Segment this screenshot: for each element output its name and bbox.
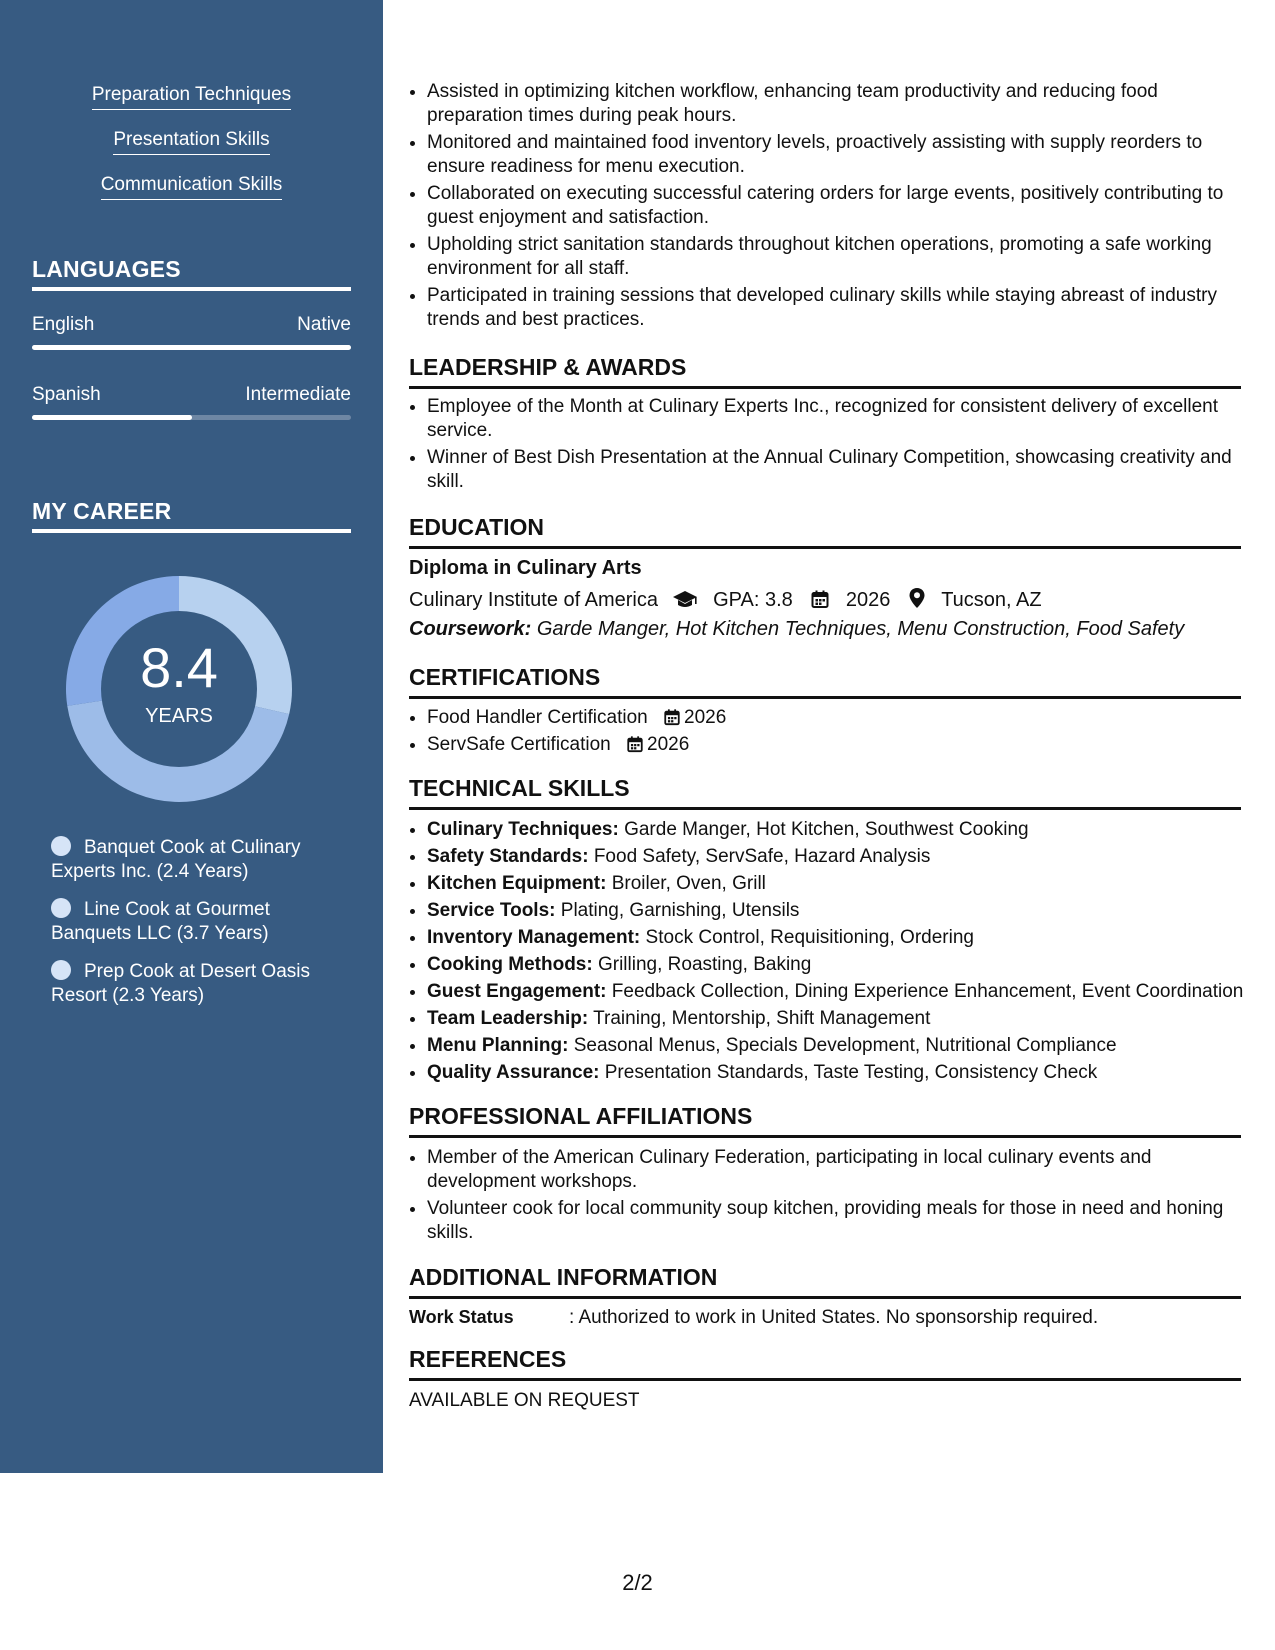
experience-bullet: • Monitored and maintained food inventory levels, proactively assisting with supply reorders to ensure readiness for menu execution. [427,131,1259,179]
work-status-row [409,1307,1098,1329]
affiliations-heading: PROFESSIONAL AFFILIATIONS [409,1103,1241,1138]
skill-item [427,980,1259,1004]
certification-name: ServSafe Certification [427,734,611,755]
skill-label: Cooking Methods: [427,954,593,975]
career-donut-chart [66,576,292,802]
award-item: • Employee of the Month at Culinary Experts Inc., recognized for consistent delivery of excellent service. [427,395,1259,443]
skill-item [427,899,1259,923]
career-item-label: Prep Cook at Desert Oasis Resort (2.3 Years) [51,961,310,1006]
leadership-heading: LEADERSHIP & AWARDS [409,354,1241,389]
skill-label: Menu Planning: [427,1035,569,1056]
skill-label: Kitchen Equipment: [427,873,607,894]
skill-label: Service Tools: [427,900,556,921]
language-row-english [32,314,351,336]
career-list [51,836,351,1022]
skill-value: Grilling, Roasting, Baking [597,954,812,975]
skill-item [427,1007,1259,1031]
skill-link[interactable]: Presentation Skills [113,129,269,155]
language-bar-spanish [32,415,351,420]
career-unit: YEARS [145,705,213,727]
skill-link[interactable]: Communication Skills [101,174,283,200]
skill-label: Guest Engagement: [427,981,607,1002]
circle-bullet-icon [51,836,71,856]
location-pin-icon [908,587,926,609]
skill-value: Stock Control, Requisitioning, Ordering [645,927,974,948]
circle-bullet-icon [51,898,71,918]
technical-skills-heading: TECHNICAL SKILLS [409,775,1241,810]
skill-label: Culinary Techniques: [427,819,619,840]
work-status-label: Work Status [409,1307,514,1327]
calendar-icon [626,735,644,753]
page-number: 2/2 [622,1570,653,1595]
skill-value: Feedback Collection, Dining Experience Enhancement, Event Coordination [611,981,1244,1002]
experience-bullet: • Assisted in optimizing kitchen workflow, enhancing team productivity and reducing food preparation times during peak hours. [427,80,1259,128]
skill-value: Seasonal Menus, Specials Development, Nutritional Compliance [573,1035,1117,1056]
certification-item [427,706,1259,730]
skill-value: Garde Manger, Hot Kitchen, Southwest Cooking [624,819,1029,840]
coursework-label: Coursework: [409,618,532,640]
skill-label: Inventory Management: [427,927,641,948]
career-item [51,836,351,884]
experience-bullet: • Collaborated on executing successful catering orders for large events, positively contributing to guest enjoyment and satisfaction. [427,182,1259,230]
skill-value: Broiler, Oven, Grill [611,873,766,894]
career-heading: MY CAREER [32,498,351,533]
skill-item [427,818,1259,842]
certification-item [427,733,1259,757]
skill-value: Plating, Garnishing, Utensils [560,900,800,921]
graduation-cap-icon [672,589,698,609]
degree-title: Diploma in Culinary Arts [409,557,642,579]
language-name: English [32,314,95,335]
language-level: Intermediate [245,384,351,405]
gpa: GPA: 3.8 [713,589,793,611]
career-total: 8.4 [140,636,218,699]
skills-list [0,84,383,219]
skill-item [427,845,1259,869]
career-item-label: Banquet Cook at Culinary Experts Inc. (2.4 Years) [51,837,301,882]
skill-label: Safety Standards: [427,846,589,867]
certifications-heading: CERTIFICATIONS [409,664,1241,699]
sidebar [0,0,383,1473]
leadership-list [409,395,1259,497]
calendar-icon [663,708,681,726]
certification-year: 2026 [684,707,727,728]
school-name: Culinary Institute of America [409,589,658,611]
skill-item [427,926,1259,950]
experience-bullet: • Upholding strict sanitation standards throughout kitchen operations, promoting a safe working environment for all staff. [427,233,1259,281]
circle-bullet-icon [51,960,71,980]
career-item-label: Line Cook at Gourmet Banquets LLC (3.7 Years) [51,899,270,944]
coursework [409,618,1184,641]
career-item [51,898,351,946]
affiliation-item: • Volunteer cook for local community soup kitchen, providing meals for those in need and honing skills. [427,1197,1259,1245]
education-details [409,587,1042,612]
skill-item [427,872,1259,896]
languages-heading: LANGUAGES [32,256,351,291]
references-heading: REFERENCES [409,1346,1241,1381]
experience-bullets [409,80,1259,335]
skill-item [427,1061,1259,1085]
calendar-icon [810,589,830,609]
additional-info-heading: ADDITIONAL INFORMATION [409,1264,1241,1299]
language-level: Native [297,314,351,335]
education-location: Tucson, AZ [941,589,1042,611]
work-status-value: : Authorized to work in United States. No sponsorship required. [569,1307,1099,1328]
skill-value: Training, Mentorship, Shift Management [593,1008,931,1029]
references-text: AVAILABLE ON REQUEST [409,1390,640,1411]
certification-year: 2026 [647,734,690,755]
experience-bullet: • Participated in training sessions that developed culinary skills while staying abreast of industry trends and best practices. [427,284,1259,332]
technical-skills-list [409,818,1259,1088]
skill-value: Food Safety, ServSafe, Hazard Analysis [593,846,931,867]
skill-label: Team Leadership: [427,1008,589,1029]
skill-item [427,953,1259,977]
skill-item [427,1034,1259,1058]
language-name: Spanish [32,384,101,405]
language-bar-english [32,345,351,350]
language-bar-fill [32,415,192,420]
affiliation-item: • Member of the American Culinary Federation, participating in local culinary events and development workshops. [427,1146,1259,1194]
skill-link[interactable]: Preparation Techniques [92,84,291,110]
career-item [51,960,351,1008]
language-row-spanish [32,384,351,406]
skill-value: Presentation Standards, Taste Testing, Consistency Check [604,1062,1098,1083]
certification-name: Food Handler Certification [427,707,648,728]
award-item: • Winner of Best Dish Presentation at the Annual Culinary Competition, showcasing creativity and skill. [427,446,1259,494]
education-heading: EDUCATION [409,514,1241,549]
certifications-list [409,706,1259,760]
graduation-year: 2026 [845,589,891,611]
affiliations-list [409,1146,1259,1248]
coursework-list: Garde Manger, Hot Kitchen Techniques, Menu Construction, Food Safety [536,618,1185,640]
skill-label: Quality Assurance: [427,1062,600,1083]
language-bar-fill [32,345,351,350]
